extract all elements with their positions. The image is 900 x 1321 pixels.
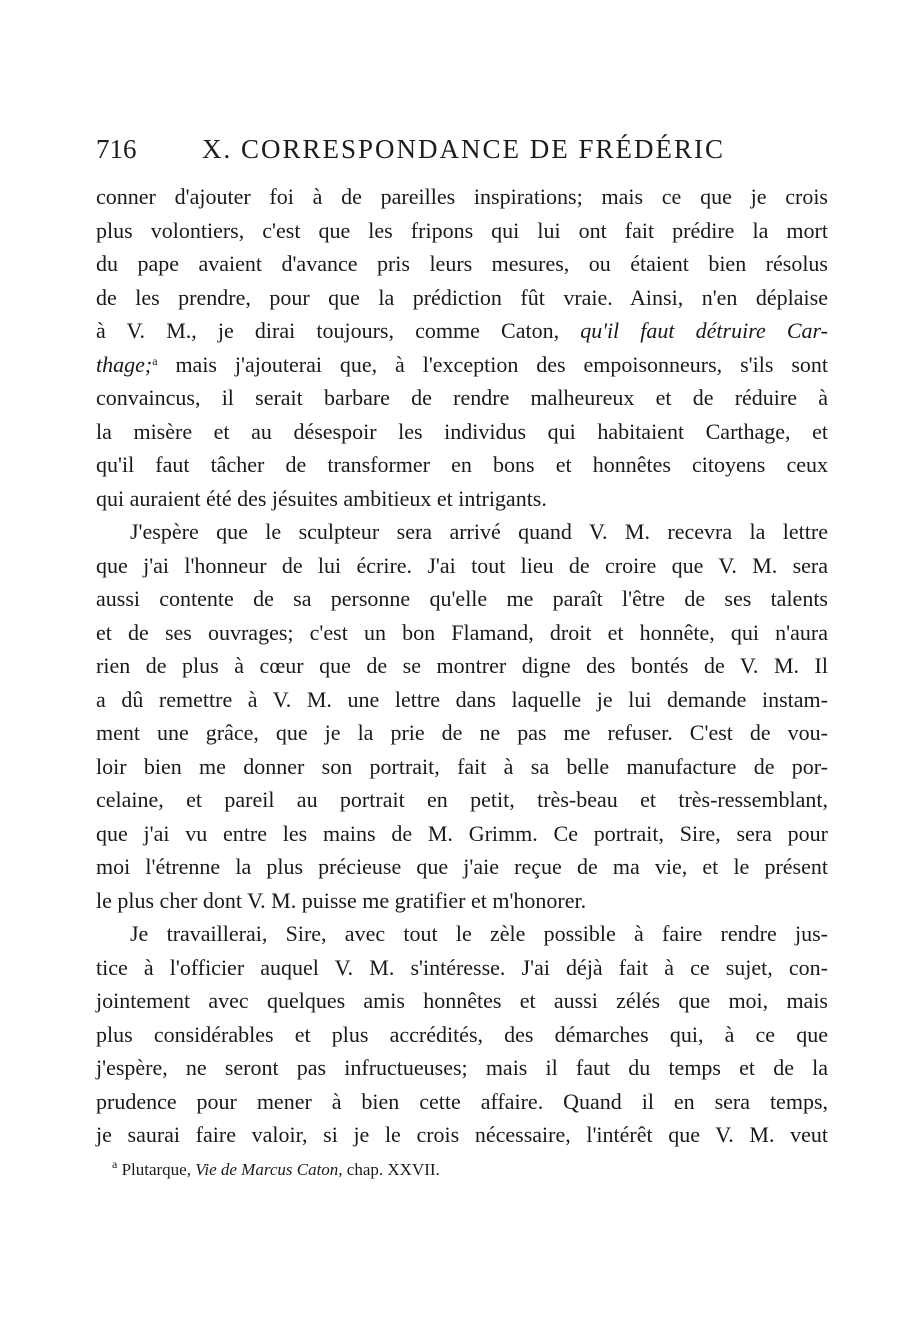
italic-text: thage; xyxy=(96,351,153,377)
line-text: conner d'ajouter foi à de pareilles inspirations; mais ce que je crois xyxy=(96,184,828,209)
text-line xyxy=(96,582,828,616)
line-text: tice à l'officier auquel V. M. s'intéresse. J'ai déjà fait à ce sujet, con- xyxy=(96,954,828,980)
line-text: ment une grâce, que je la prie de ne pas me refuser. C'est de vou- xyxy=(96,720,828,745)
line-text: j'espère, ne seront pas infructueuses; mais il faut du temps et de la xyxy=(96,1055,828,1080)
text-line xyxy=(96,750,828,784)
text-line xyxy=(96,482,828,516)
footnote xyxy=(112,1157,812,1180)
line-text: qu'il faut tâcher de transformer en bons et honnêtes citoyens ceux xyxy=(96,452,828,477)
text-line xyxy=(96,616,828,650)
text-line xyxy=(96,314,828,348)
text-line xyxy=(96,515,828,549)
line-text: et de ses ouvrages; c'est un bon Flamand, droit et honnête, qui n'aura xyxy=(96,619,828,645)
italic-text: qu'il faut détruire Car- xyxy=(580,318,828,343)
text-line xyxy=(96,884,828,918)
text-line xyxy=(96,180,828,214)
text-line xyxy=(96,1118,828,1152)
footnote-reference: chap. XXVII. xyxy=(342,1160,440,1179)
line-text: plus volontiers, c'est que les fripons qui lui ont fait prédire la mort xyxy=(96,217,828,243)
text-line xyxy=(96,281,828,315)
line-text: prudence pour mener à bien cette affaire. Quand il en sera temps, xyxy=(96,1088,828,1114)
body-text xyxy=(96,180,828,1152)
footnote-author: Plutarque, xyxy=(121,1160,196,1179)
text-line xyxy=(96,683,828,717)
text-line xyxy=(96,247,828,281)
footnote-marker: a xyxy=(112,1157,118,1171)
line-text: a dû remettre à V. M. une lettre dans laquelle je lui demande instam- xyxy=(96,686,828,712)
line-text: rien de plus à cœur que de se montrer digne des bontés de V. M. Il xyxy=(96,653,828,678)
line-text: je saurai faire valoir, si je le crois nécessaire, l'intérêt que V. M. veut xyxy=(96,1122,828,1147)
text-line xyxy=(96,1085,828,1119)
text-line xyxy=(96,348,828,382)
text-line xyxy=(96,716,828,750)
text-line xyxy=(96,214,828,248)
text-line xyxy=(96,850,828,884)
running-head xyxy=(96,134,828,170)
line-text: moi l'étrenne la plus précieuse que j'aie reçue de ma vie, et le présent xyxy=(96,854,828,879)
text-line xyxy=(96,549,828,583)
line-text: mais j'ajouterai que, à l'exception des empoisonneurs, s'ils sont xyxy=(157,351,828,377)
text-line xyxy=(96,817,828,851)
line-text: le plus cher dont V. M. puisse me gratifier et m'honorer. xyxy=(96,887,587,913)
line-text: jointement avec quelques amis honnêtes et aussi zélés que moi, mais xyxy=(96,988,828,1013)
text-line xyxy=(96,783,828,817)
text-line xyxy=(96,1051,828,1085)
line-text: J'espère que le sculpteur sera arrivé quand V. M. recevra la lettre xyxy=(130,519,828,544)
line-text: du pape avaient d'avance pris leurs mesures, ou étaient bien résolus xyxy=(96,251,828,276)
line-text: que j'ai l'honneur de lui écrire. J'ai tout lieu de croire que V. M. sera xyxy=(96,552,828,578)
line-text: celaine, et pareil au portrait en petit, très-beau et très-ressemblant, xyxy=(96,787,828,812)
text-line xyxy=(96,649,828,683)
line-text: que j'ai vu entre les mains de M. Grimm. Ce portrait, Sire, sera pour xyxy=(96,820,828,846)
line-text: loir bien me donner son portrait, fait à sa belle manufacture de por- xyxy=(96,753,828,779)
text-line xyxy=(96,448,828,482)
text-line xyxy=(96,1018,828,1052)
line-text: Je travaillerai, Sire, avec tout le zèle possible à faire rendre jus- xyxy=(130,921,828,946)
chapter-title: X. CORRESPONDANCE DE FRÉDÉRIC xyxy=(202,134,726,164)
line-text: qui auraient été des jésuites ambitieux et intrigants. xyxy=(96,485,547,511)
line-text: convaincus, il serait barbare de rendre malheureux et de réduire à xyxy=(96,385,828,410)
page-number: 716 xyxy=(96,134,137,164)
line-text: la misère et au désespoir les individus qui habitaient Carthage, et xyxy=(96,418,828,444)
footnote-work-title: Vie de Marcus Caton, xyxy=(195,1160,343,1179)
footnote-reference-marker: a xyxy=(152,353,158,368)
line-text: plus considérables et plus accrédités, des démarches qui, à ce que xyxy=(96,1021,828,1047)
line-text: à V. M., je dirai toujours, comme Caton, xyxy=(96,318,581,343)
text-line xyxy=(96,984,828,1018)
line-text: de les prendre, pour que la prédiction fût vraie. Ainsi, n'en déplaise xyxy=(96,284,828,310)
text-line xyxy=(96,917,828,951)
text-line xyxy=(96,381,828,415)
line-text: aussi contente de sa personne qu'elle me paraît l'être de ses talents xyxy=(96,586,828,611)
text-line xyxy=(96,951,828,985)
text-line xyxy=(96,415,828,449)
